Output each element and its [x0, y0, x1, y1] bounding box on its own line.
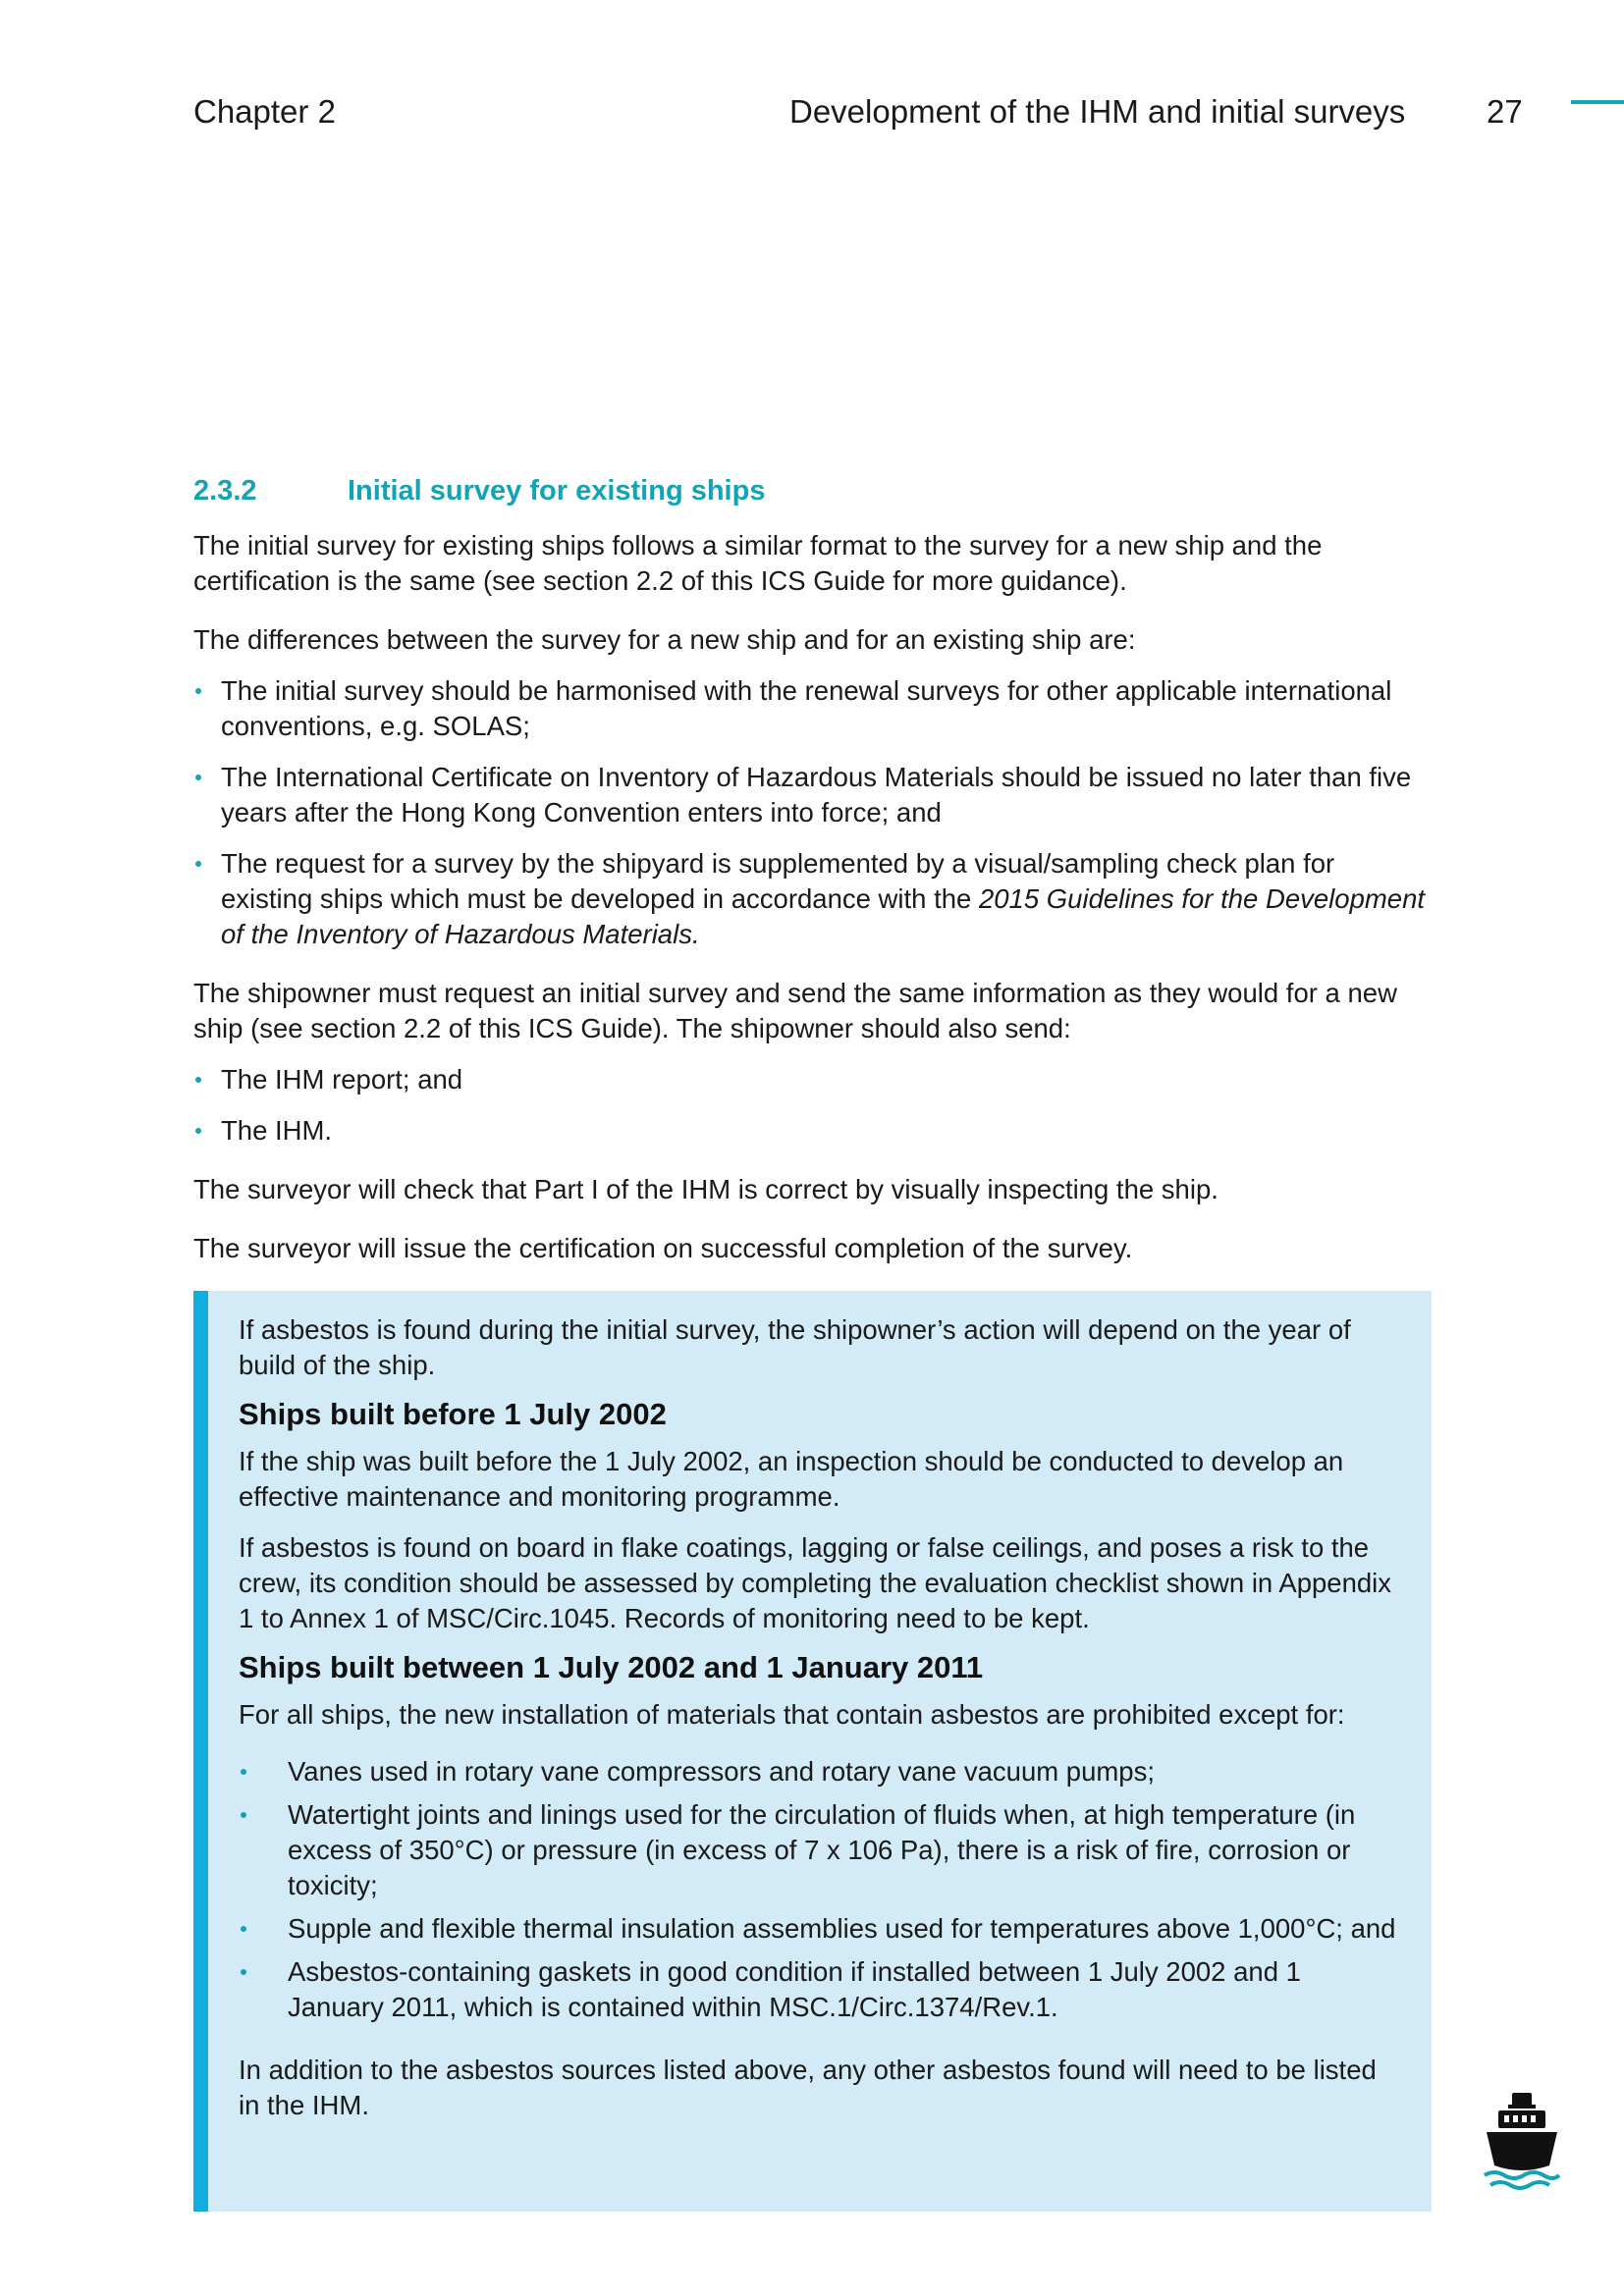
bullet-icon: [241, 1812, 246, 1818]
list-item-text: The International Certificate on Inventory of Hazardous Materials should be issued no later than five years after the Hong Kong Convention enters into force; and: [221, 762, 1412, 828]
main-content: [193, 528, 1433, 1290]
list-item: [193, 1062, 1433, 1097]
bullet-icon: [241, 1969, 246, 1975]
paragraph: The initial survey for existing ships follows a similar format to the survey for a new ship and the certification is the same (see section 2.2 of this ICS Guide for more guidance).: [193, 530, 1323, 596]
bullet-icon: [195, 861, 201, 867]
list-item-text: The IHM.: [221, 1115, 333, 1146]
callout-paragraph: For all ships, the new installation of materials that contain asbestos are prohibited except for:: [239, 1699, 1345, 1730]
ship-icon: [1483, 2091, 1561, 2199]
bullet-icon: [195, 774, 201, 780]
section-title: Initial survey for existing ships: [348, 475, 766, 507]
callout-paragraph: In addition to the asbestos sources listed above, any other asbestos found will need to be listed in the IHM.: [239, 2055, 1377, 2120]
list-item-text: The initial survey should be harmonised with the renewal surveys for other applicable international conventions, e.g. SOLAS;: [221, 675, 1392, 741]
bullet-icon: [195, 1128, 201, 1134]
paragraph: The surveyor will issue the certification on successful completion of the survey.: [193, 1233, 1133, 1263]
header-accent-line: [1571, 100, 1624, 104]
list-item-text: Vanes used in rotary vane compressors and rotary vane vacuum pumps;: [288, 1756, 1155, 1787]
paragraph: The surveyor will check that Part I of the IHM is correct by visually inspecting the ship.: [193, 1174, 1218, 1204]
list-item: [239, 1911, 1404, 1947]
callout-paragraph: If the ship was built before the 1 July 2002, an inspection should be conducted to develop an effective maintenance and monitoring programme.: [239, 1446, 1344, 1512]
list-item: [193, 1113, 1433, 1148]
asbestos-callout: [193, 1291, 1432, 2212]
bullet-icon: [195, 1077, 201, 1083]
callout-intro: If asbestos is found during the initial survey, the shipowner’s action will depend on the year of build of the ship.: [239, 1314, 1351, 1380]
list-item: [193, 673, 1433, 744]
callout-heading: Ships built between 1 July 2002 and 1 January 2011: [239, 1650, 984, 1684]
paragraph: The shipowner must request an initial survey and send the same information as they would for a new ship (see section 2.2 of this ICS Guide). The shipowner should also send:: [193, 978, 1397, 1043]
list-item-text: The IHM report; and: [221, 1064, 463, 1095]
exceptions-list: [239, 1754, 1404, 2025]
section-number: 2.3.2: [193, 475, 257, 507]
paragraph: The differences between the survey for a new ship and for an existing ship are:: [193, 624, 1136, 655]
running-title: Development of the IHM and initial surveys: [789, 93, 1406, 130]
differences-list: [193, 673, 1433, 952]
list-item: [239, 1797, 1404, 1903]
guidelines-title: 2015 Guidelines for the Development of the Inventory of Hazardous Materials.: [221, 883, 1426, 949]
list-item-text: Watertight joints and linings used for the circulation of fluids when, at high temperature (in excess of 350°C) or pressure (in excess of 7 x 106 Pa), there is a risk of fire, corrosion or toxicity;: [288, 1799, 1356, 1900]
list-item: [193, 760, 1433, 830]
bullet-icon: [241, 1769, 246, 1775]
list-item-text: The request for a survey by the shipyard is supplemented by a visual/sampling check plan for existing ships which must be developed in accordance with the: [221, 848, 1335, 914]
page-number: 27: [1487, 93, 1523, 130]
list-item: [193, 846, 1433, 952]
send-list: [193, 1062, 1433, 1148]
list-item-text: Asbestos-containing gaskets in good condition if installed between 1 July 2002 and 1 January 2011, which is contained within MSC.1/Circ.1374/Rev.1.: [288, 1956, 1301, 2022]
list-item: [239, 1754, 1404, 1789]
bullet-icon: [195, 688, 201, 694]
chapter-label: Chapter 2: [193, 93, 336, 130]
list-item: [239, 1954, 1404, 2025]
callout-paragraph: If asbestos is found on board in flake coatings, lagging or false ceilings, and poses a risk to the crew, its condition should be assessed by completing the evaluation checklist shown in Appendix 1 to Annex 1 of MSC/Circ.1045. Records of monitoring need to be kept.: [239, 1532, 1392, 1633]
bullet-icon: [241, 1926, 246, 1932]
callout-heading: Ships built before 1 July 2002: [239, 1397, 667, 1431]
list-item-text: Supple and flexible thermal insulation assemblies used for temperatures above 1,000°C; and: [288, 1913, 1396, 1944]
